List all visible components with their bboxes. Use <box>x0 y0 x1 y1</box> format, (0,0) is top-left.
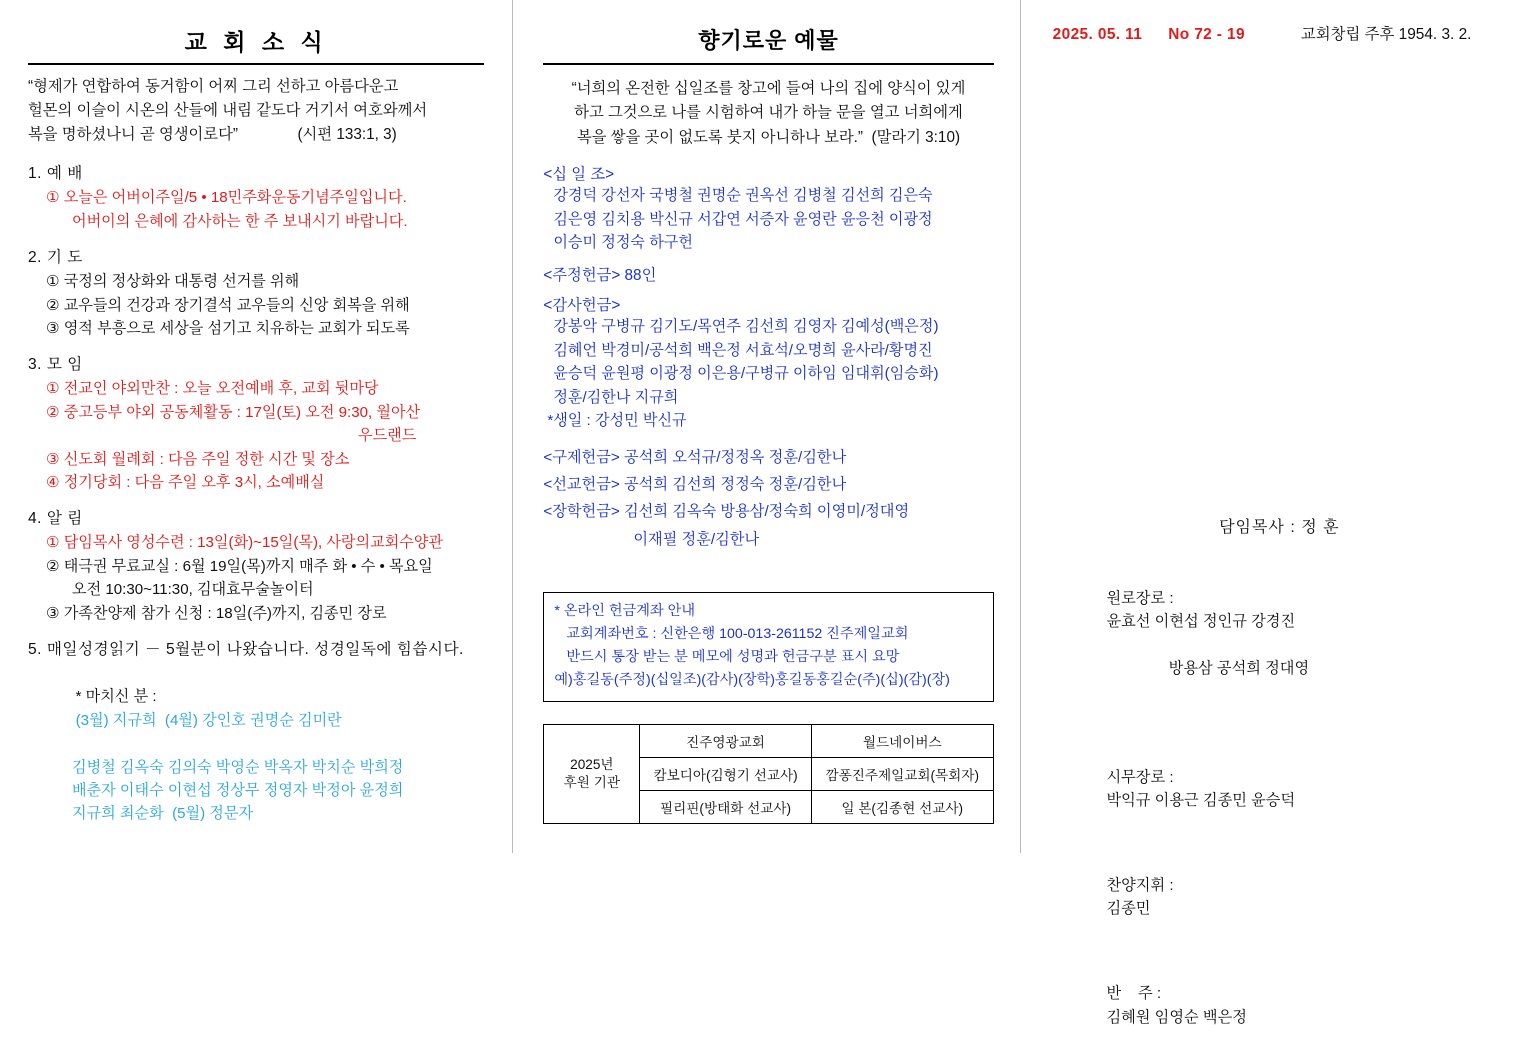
online-offering-account-box <box>543 592 993 702</box>
support-label-line: 2025년 <box>570 756 614 772</box>
name-line: 김혜언 박경미/공석희 백은정 서효석/오명희 윤사라/황명진 <box>553 341 933 359</box>
staff-value-continuation: 방용삼 공석희 정대영 <box>1168 660 1310 678</box>
list-item: ③ 가족찬양제 참가 신청 : 18일(주)까지, 김종민 장로 <box>46 604 387 622</box>
mission-offering-line: <선교헌금> 공석희 김선희 정정숙 정훈/김한나 <box>543 475 847 493</box>
senior-pastor-line: 담임목사 : 정 훈 <box>1219 519 1340 536</box>
bank-box-line: 반드시 통장 받는 분 메모에 성명과 헌금구분 표시 요망 <box>566 648 900 665</box>
table-cell: 일 본(김종현 선교사) <box>811 790 993 823</box>
scripture-verse-left <box>28 75 484 147</box>
page-title-mid: 향기로운 예물 <box>698 28 839 53</box>
support-label-cell <box>544 724 640 823</box>
spacer <box>543 433 993 443</box>
group-heading: <십 일 조> <box>543 166 615 184</box>
staff-label: 시무장로 : <box>1106 768 1174 786</box>
table-cell: 진주영광교회 <box>640 724 811 757</box>
section-heading: 5. 매일성경읽기 － 5월분이 나왔습니다. 성경일독에 힘씁시다. <box>28 640 464 658</box>
list-item: 어버이의 은혜에 감사하는 한 주 보내시기 바랍니다. <box>72 212 408 230</box>
title-rule-left <box>28 63 484 65</box>
title-rule-mid <box>543 63 993 65</box>
tithe-group <box>543 162 993 255</box>
table-cell: 월드네이버스 <box>811 724 993 757</box>
staff-row <box>1073 563 1510 728</box>
finished-readers-row <box>28 662 484 756</box>
finished-names: 지규희 최순화 (5월) 정문자 <box>72 805 254 823</box>
staff-list <box>1049 563 1510 1053</box>
staff-label: 찬양지휘 : <box>1106 876 1174 894</box>
name-line: 윤승덕 윤원평 이광정 이은용/구병규 이하임 임대휘(임승화) <box>553 365 939 383</box>
list-item: ① 국정의 정상화와 대통령 선거를 위해 <box>46 273 300 291</box>
bulletin-header <box>1049 22 1510 44</box>
weekly-offering-group <box>543 263 993 285</box>
staff-row <box>1073 850 1510 944</box>
list-item: ② 태극권 무료교실 : 6월 19일(목)까지 매주 화 • 수 • 목요일 <box>46 557 433 575</box>
staff-row <box>1073 742 1510 836</box>
offerings-column <box>513 0 1019 853</box>
bank-box-line: 예)홍길동(주정)(십일조)(감사)(장학)홍길동홍길순(주)(십)(감)(장) <box>554 671 950 688</box>
page-title-left: 교 회 소 식 <box>184 29 328 55</box>
bulletin-date: 2025. 05. 11 <box>1052 26 1143 43</box>
list-item: ① 오늘은 어버이주일/5 • 18민주화운동기념주일입니다. <box>46 189 407 207</box>
list-item: ③ 영적 부흥으로 세상을 섬기고 치유하는 교회가 되도록 <box>46 320 410 338</box>
name-line: 김은영 김치용 박신규 서갑연 서증자 윤영란 윤응천 이광정 <box>553 210 933 228</box>
staff-value: 김종민 <box>1106 900 1151 918</box>
bank-box-heading: * 온라인 헌금계좌 안내 <box>554 602 696 619</box>
list-item: ③ 신도회 월례회 : 다음 주일 정한 시간 및 장소 <box>46 450 350 468</box>
section-heading: 1. 예 배 <box>28 165 83 183</box>
section-worship <box>28 161 484 233</box>
name-line: 강경덕 강선자 국병철 권명순 권옥선 김병철 김선희 김은숙 <box>553 187 933 205</box>
bank-box-line: 교회계좌번호 : 신한은행 100-013-261152 진주제일교회 <box>566 625 909 642</box>
list-item: ② 중고등부 야외 공동체활동 : 17일(토) 오전 9:30, 월아산 <box>46 403 421 421</box>
finished-label: * 마치신 분 : <box>75 688 157 706</box>
name-line: 이승미 정정숙 하구헌 <box>553 234 693 252</box>
list-item: ④ 정기당회 : 다음 주일 오후 3시, 소예배실 <box>46 473 325 491</box>
table-cell: 깜퐁진주제일교회(목회자) <box>811 757 993 790</box>
table-row <box>544 724 993 757</box>
staff-value: 윤효선 이현섭 정인규 강경진 <box>1106 613 1296 631</box>
section-heading: 3. 모 임 <box>28 356 83 374</box>
staff-value: 김혜원 임영순 백은정 <box>1106 1008 1247 1026</box>
finished-names: 김병철 김옥숙 김의숙 박영순 박옥자 박치순 박희정 <box>72 758 404 776</box>
list-item: ② 교우들의 건강과 장기결석 교우들의 신앙 회복을 위해 <box>46 296 410 314</box>
verse-line: 헐몬의 이슬이 시온의 산들에 내림 같도다 거기서 여호와께서 <box>28 102 428 120</box>
verse-line: 복을 쌓을 곳이 없도록 붓지 아니하나 보라.” (말라기 3:10) <box>576 128 961 146</box>
church-news-column <box>0 0 512 853</box>
list-item-continuation: 우드랜드 <box>358 427 417 445</box>
list-item: ① 담임목사 영성수련 : 13일(화)~15일(목), 사랑의교회수양관 <box>46 534 443 552</box>
scholarship-offering-line: <장학헌금> 김선희 김옥숙 방용삼/정숙희 이영미/정대영 <box>543 503 910 521</box>
cover-info-column <box>1021 0 1538 1026</box>
list-item-continuation: 오전 10:30~11:30, 김대효무술놀이터 <box>72 581 314 599</box>
finished-names: (3월) 지규희 (4월) 강인호 권명순 김미란 <box>75 711 342 729</box>
birthday-line: *생일 : 강성민 박신규 <box>547 412 687 430</box>
verse-line: “형제가 연합하여 동거함이 어찌 그리 선하고 아름다운고 <box>28 78 399 95</box>
section-notices <box>28 506 484 625</box>
section-heading: 2. 기 도 <box>28 249 83 267</box>
verse-line: 하고 그것으로 나를 시험하여 내가 하늘 문을 열고 너희에게 <box>574 104 963 122</box>
support-label-line: 후원 기관 <box>563 774 620 790</box>
support-organizations-table <box>543 724 993 824</box>
name-line: 강봉악 구병규 김기도/목연주 김선희 김영자 김예성(백은정) <box>553 318 939 335</box>
group-heading: <감사헌금> <box>543 297 621 314</box>
verse-line: 복을 명하셨나니 곧 영생이로다” (시편 133:1, 3) <box>28 126 397 144</box>
bulletin-number: No 72 - 19 <box>1168 26 1245 43</box>
finished-names: 배춘자 이태수 이현섭 정상무 정영자 박정아 윤정희 <box>72 781 404 799</box>
church-founded-text: 교회창립 주후 1954. 3. 2. <box>1300 26 1472 43</box>
staff-row <box>1073 958 1510 1052</box>
scripture-verse-mid <box>543 77 993 150</box>
section-meetings <box>28 352 484 494</box>
list-item: ① 전교인 야외만찬 : 오늘 오전예배 후, 교회 뒷마당 <box>46 380 379 398</box>
verse-line: “너희의 온전한 십일조를 창고에 들여 나의 집에 양식이 있게 <box>571 80 966 97</box>
staff-label: 원로장로 : <box>1106 589 1174 607</box>
scholarship-offering-continuation: 이재필 정훈/김한나 <box>633 530 760 548</box>
group-heading: <주정헌금> 88인 <box>543 267 657 284</box>
table-cell: 필리핀(방태화 선교사) <box>640 790 811 823</box>
table-cell: 캄보디아(김형기 선교사) <box>640 757 811 790</box>
section-bible-reading <box>28 637 484 826</box>
section-prayer <box>28 245 484 340</box>
staff-label: 반 주 : <box>1106 985 1162 1002</box>
staff-value: 박익규 이용근 김종민 윤승덕 <box>1106 792 1296 810</box>
relief-offering-line: <구제헌금> 공석희 오석규/정정옥 정훈/김한나 <box>543 448 847 466</box>
name-line: 정훈/김한나 지규희 <box>553 388 679 406</box>
section-heading: 4. 알 림 <box>28 510 83 528</box>
thanks-offering-group <box>543 293 993 433</box>
